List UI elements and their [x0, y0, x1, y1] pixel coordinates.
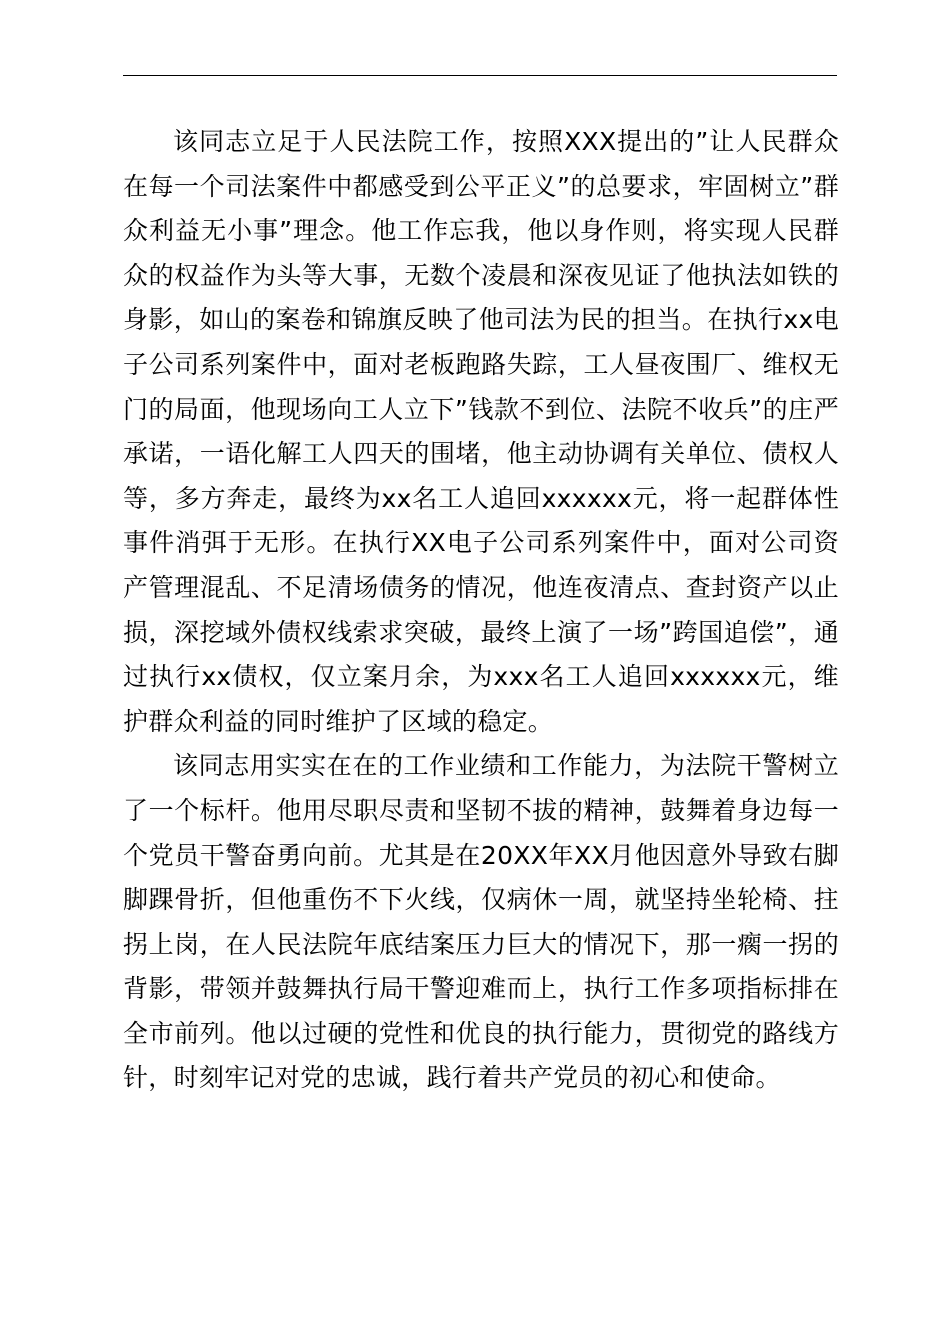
document-body: [123, 120, 839, 1101]
header-rule: [123, 75, 837, 76]
paragraph-2: 该同志用实实在在的工作业绩和工作能力，为法院干警树立了一个标杆。他用尽职尽责和坚韧不拔的精神，鼓舞着身边每一个党员干警奋勇向前。尤其是在20XX年XX月他因意外导致右脚脚踝骨折，但他重伤不下火线，仅病休一周，就坚持坐轮椅、拄拐上岗，在人民法院年底结案压力巨大的情况下，那一瘸一拐的背影，带领并鼓舞执行局干警迎难而上，执行工作多项指标排在全市前列。他以过硬的党性和优良的执行能力，贯彻党的路线方针，时刻牢记对党的忠诚，践行着共产党员的初心和使命。: [123, 751, 839, 1093]
paragraph-1: 该同志立足于人民法院工作，按照XXX提出的”让人民群众在每一个司法案件中都感受到公平正义”的总要求，牢固树立”群众利益无小事”理念。他工作忘我，他以身作则，将实现人民群众的权益作为头等大事，无数个凌晨和深夜见证了他执法如铁的身影，如山的案卷和锦旗反映了他司法为民的担当。在执行xx电子公司系列案件中，面对老板跑路失踪，工人昼夜围厂、维权无门的局面，他现场向工人立下”钱款不到位、法院不收兵”的庄严承诺，一语化解工人四天的围堵，他主动协调有关单位、债权人等，多方奔走，最终为xx名工人追回xxxxxx元，将一起群体性事件消弭于无形。在执行XX电子公司系列案件中，面对公司资产管理混乱、不足清场债务的情况，他连夜清点、查封资产以止损，深挖域外债权线索求突破，最终上演了一场”跨国追偿”，通过执行xx债权，仅立案月余，为xxx名工人追回xxxxxx元，维护群众利益的同时维护了区域的稳定。: [123, 127, 839, 736]
